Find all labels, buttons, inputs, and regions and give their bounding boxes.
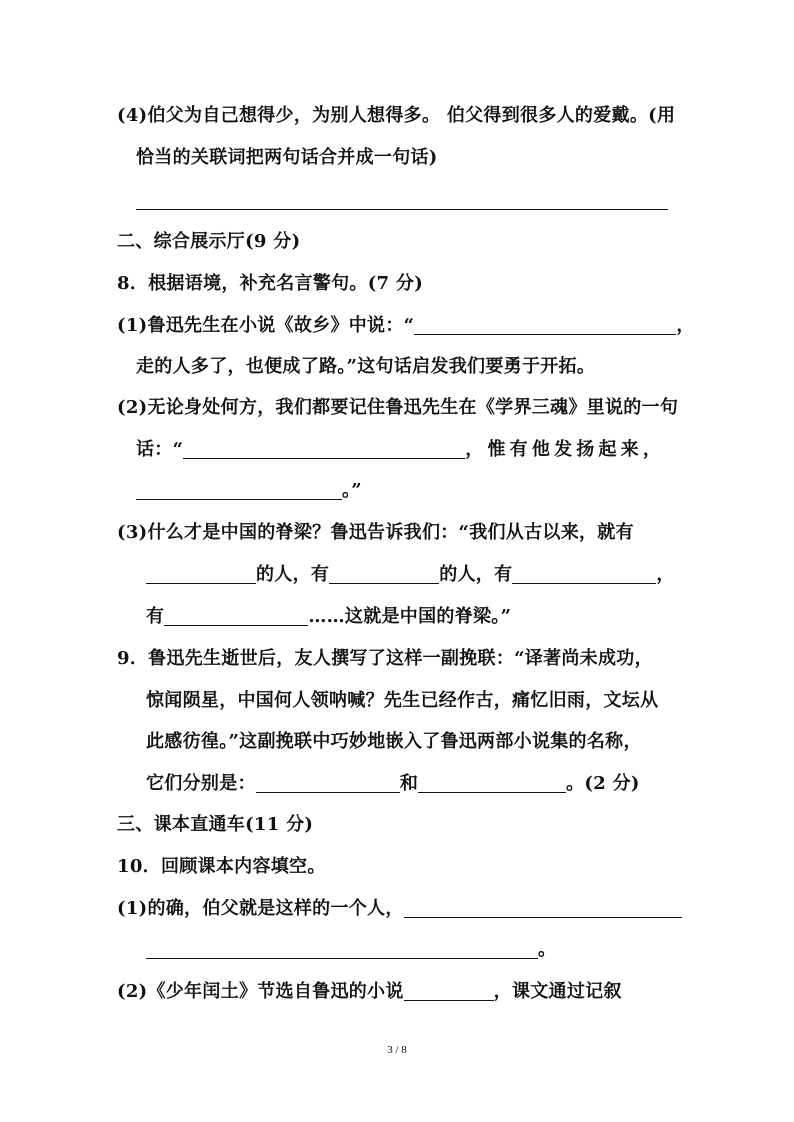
blank-q10-2[interactable] [404,980,494,1001]
q8-3-text-b1: 的人，有 [256,564,330,585]
blank-q8-3c[interactable] [512,563,656,584]
blank-q8-3b[interactable] [329,563,439,584]
q10-2-text-a: (2)《少年闰土》节选自鲁迅的小说 [117,981,404,1002]
q8-3-text-c1: 有 [146,606,165,627]
q8-3-line1: (3)什么才是中国的脊梁？鲁迅告诉我们：“我们从古以来，就有 [117,522,634,543]
q9-line1: 9．鲁迅先生逝世后，友人撰写了这样一副挽联：“译著尚未成功， [117,648,653,669]
blank-q10-1a[interactable] [404,897,682,918]
q9-line2: 惊闻陨星，中国何人领呐喊？先生已经作古，痛忆旧雨，文坛从 [146,690,659,711]
q7-4-line1: (4)伯父为自己想得少，为别人想得多。 伯父得到很多人的爱戴。(用 [117,105,676,126]
blank-q8-3a[interactable] [146,563,256,584]
q10-1-line2 [146,938,556,962]
q9-line4 [146,772,640,796]
blank-q9a[interactable] [256,772,400,793]
section-2-title: 二、综合展示厅(9 分) [117,231,301,252]
q9-line3: 此感彷徨。”这副挽联中巧妙地嵌入了鲁迅两部小说集的名称， [146,731,642,752]
answer-line-q7-4[interactable] [136,209,668,210]
q10-1-line1 [117,897,682,921]
blank-q8-3d[interactable] [164,605,308,626]
blank-q9b[interactable] [418,772,566,793]
section-3-title: 三、课本直通车(11 分) [117,814,314,835]
q8-3-text-b3: ， [656,564,675,585]
page-number: 3 / 8 [387,1044,407,1056]
q8-2-line1: (2)无论身处何方，我们都要记住鲁迅先生在《学界三魂》里说的一句 [117,397,679,418]
blank-q10-1b[interactable] [146,938,538,959]
q7-4-line2: 恰当的关联词把两句话合并成一句话) [136,147,438,168]
q8-2-line3 [136,479,362,503]
q8-2-text-d: 。” [342,480,362,501]
q10-1-end: 。 [538,939,557,960]
q9-text-a: 它们分别是： [146,773,256,794]
q9-text-c: 。(2 分) [566,773,640,794]
q8-2-text-b: 话：“ [136,439,184,460]
q8-3-text-b2: 的人，有 [439,564,513,585]
q8-1-line1 [117,314,695,338]
q8-stem: 8．根据语境，补充名言警句。(7 分) [117,273,424,294]
blank-q8-2b[interactable] [136,479,342,500]
q8-1-text-a: (1)鲁迅先生在小说《故乡》中说：“ [117,315,415,336]
blank-q8-2a[interactable] [183,438,465,459]
q8-2-text-c: ，惟有他发扬起来， [465,439,666,460]
q10-1-text-a: (1)的确，伯父就是这样的一个人， [117,898,404,919]
q8-3-text-c2: ……这就是中国的脊梁。” [308,606,512,627]
q8-3-line2 [146,563,675,587]
q10-2-text-b: ，课文通过记叙 [493,981,622,1002]
q8-1-text-b: ， [676,315,695,336]
q8-3-line3 [146,605,511,629]
q10-stem: 10．回顾课本内容填空。 [117,856,326,877]
blank-q8-1[interactable] [414,314,676,335]
q8-2-line2 [136,438,665,462]
q10-2-line1 [117,980,622,1004]
q8-1-line2: 走的人多了，也便成了路。”这句话启发我们要勇于开拓。 [136,356,596,377]
q9-text-b: 和 [399,773,419,794]
